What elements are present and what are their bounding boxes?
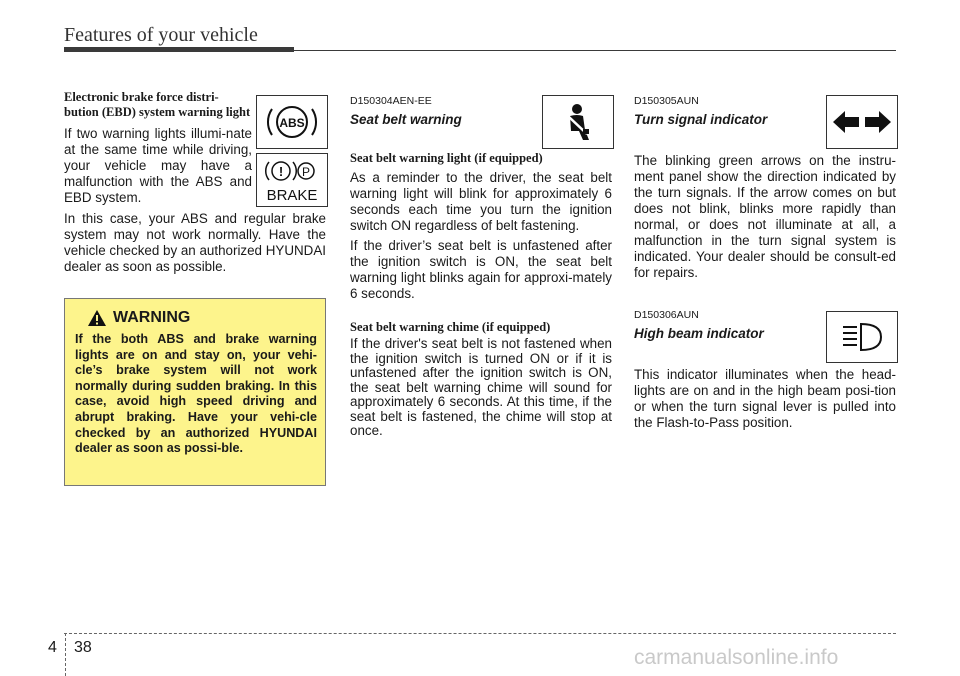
warning-triangle-icon: [87, 309, 107, 327]
seat-belt-chime-heading: Seat belt warning chime (if equipped): [350, 320, 551, 334]
footer-divider: [65, 633, 66, 676]
high-beam-icon: [826, 311, 898, 363]
abs-warning-icon: [256, 95, 328, 149]
page-number: 38: [74, 639, 92, 656]
turn-signal-paragraph: The blinking green arrows on the instru-ment panel show the direction indicated by the turn signals. If the arrow comes on but does not blink, blinks more rapidly than normal, or does not illuminate at all, a malfunction in the turn signal system is indicated. Your dealer should be consult-ed for repairs.: [634, 153, 896, 280]
warning-title: WARNING: [113, 309, 191, 326]
watermark-text: carmanualsonline.info: [634, 646, 839, 669]
brake-icon-p: P: [301, 165, 311, 179]
brake-icon-excl: !: [278, 164, 284, 179]
ebd-paragraph-2: In this case, your ABS and regular brake system may not work normally. Have the vehicle checked by an authorized HYUNDAI dealer as soon as possible.: [64, 211, 326, 274]
warning-text: If the both ABS and brake warning lights are on and stay on, your vehi-cle’s brake system will not work normally during sudden braking. In this case, avoid high speed driving and abrupt braking. Have your vehi-cle checked by an authorized HYUNDAI dealer as soon as possi-ble.: [75, 332, 317, 456]
seat-belt-title: Seat belt warning: [350, 112, 462, 127]
page-header-title: Features of your vehicle: [64, 24, 258, 46]
turn-signal-arrows-icon: [826, 95, 898, 149]
seat-belt-light-heading: Seat belt warning light (if equipped): [350, 151, 543, 165]
seat-belt-paragraph-1: As a reminder to the driver, the seat belt warning light will blink for approximately 6 seconds each time you turn the ignition switch ON regardless of belt fastening.: [350, 170, 612, 233]
seat-belt-paragraph-3: If the driver's seat belt is not fastened when the ignition switch is turned ON or if it is unfastened after the ignition switch is ON, the seat belt warning chime will sound for approximately 6 seconds. At this time, if the seat belt is fastened, the chime will stop at once.: [350, 336, 612, 438]
abs-icon-label: ABS: [279, 116, 305, 130]
seat-belt-code: D150304AEN-EE: [350, 95, 432, 107]
ebd-paragraph-1: If two warning lights illumi-nate at the same time while driving, your vehicle may have a malfunction with the ABS and EBD system.: [64, 126, 252, 205]
turn-signal-title: Turn signal indicator: [634, 112, 768, 127]
high-beam-code: D150306AUN: [634, 309, 699, 321]
high-beam-paragraph: This indicator illuminates when the head-lights are on and in the high beam posi-tion or when the turn signal lever is pulled into the Flash-to-Pass position.: [634, 367, 896, 430]
footer-rule: [64, 633, 896, 634]
high-beam-title: High beam indicator: [634, 326, 764, 341]
warning-box: [64, 298, 326, 486]
brake-warning-icon: [256, 153, 328, 207]
header-rule: [294, 50, 896, 51]
brake-icon-label: BRAKE: [266, 187, 318, 204]
turn-signal-code: D150305AUN: [634, 95, 699, 107]
header-bar: [64, 47, 294, 52]
seat-belt-paragraph-2: If the driver’s seat belt is unfastened after the ignition switch is ON, the seat belt warning light blinks again for approxi-mately 6 seconds.: [350, 238, 612, 301]
seat-belt-icon: [542, 95, 614, 149]
ebd-heading: Electronic brake force distri-bution (EBD) system warning light: [64, 90, 251, 119]
chapter-number: 4: [48, 639, 57, 656]
